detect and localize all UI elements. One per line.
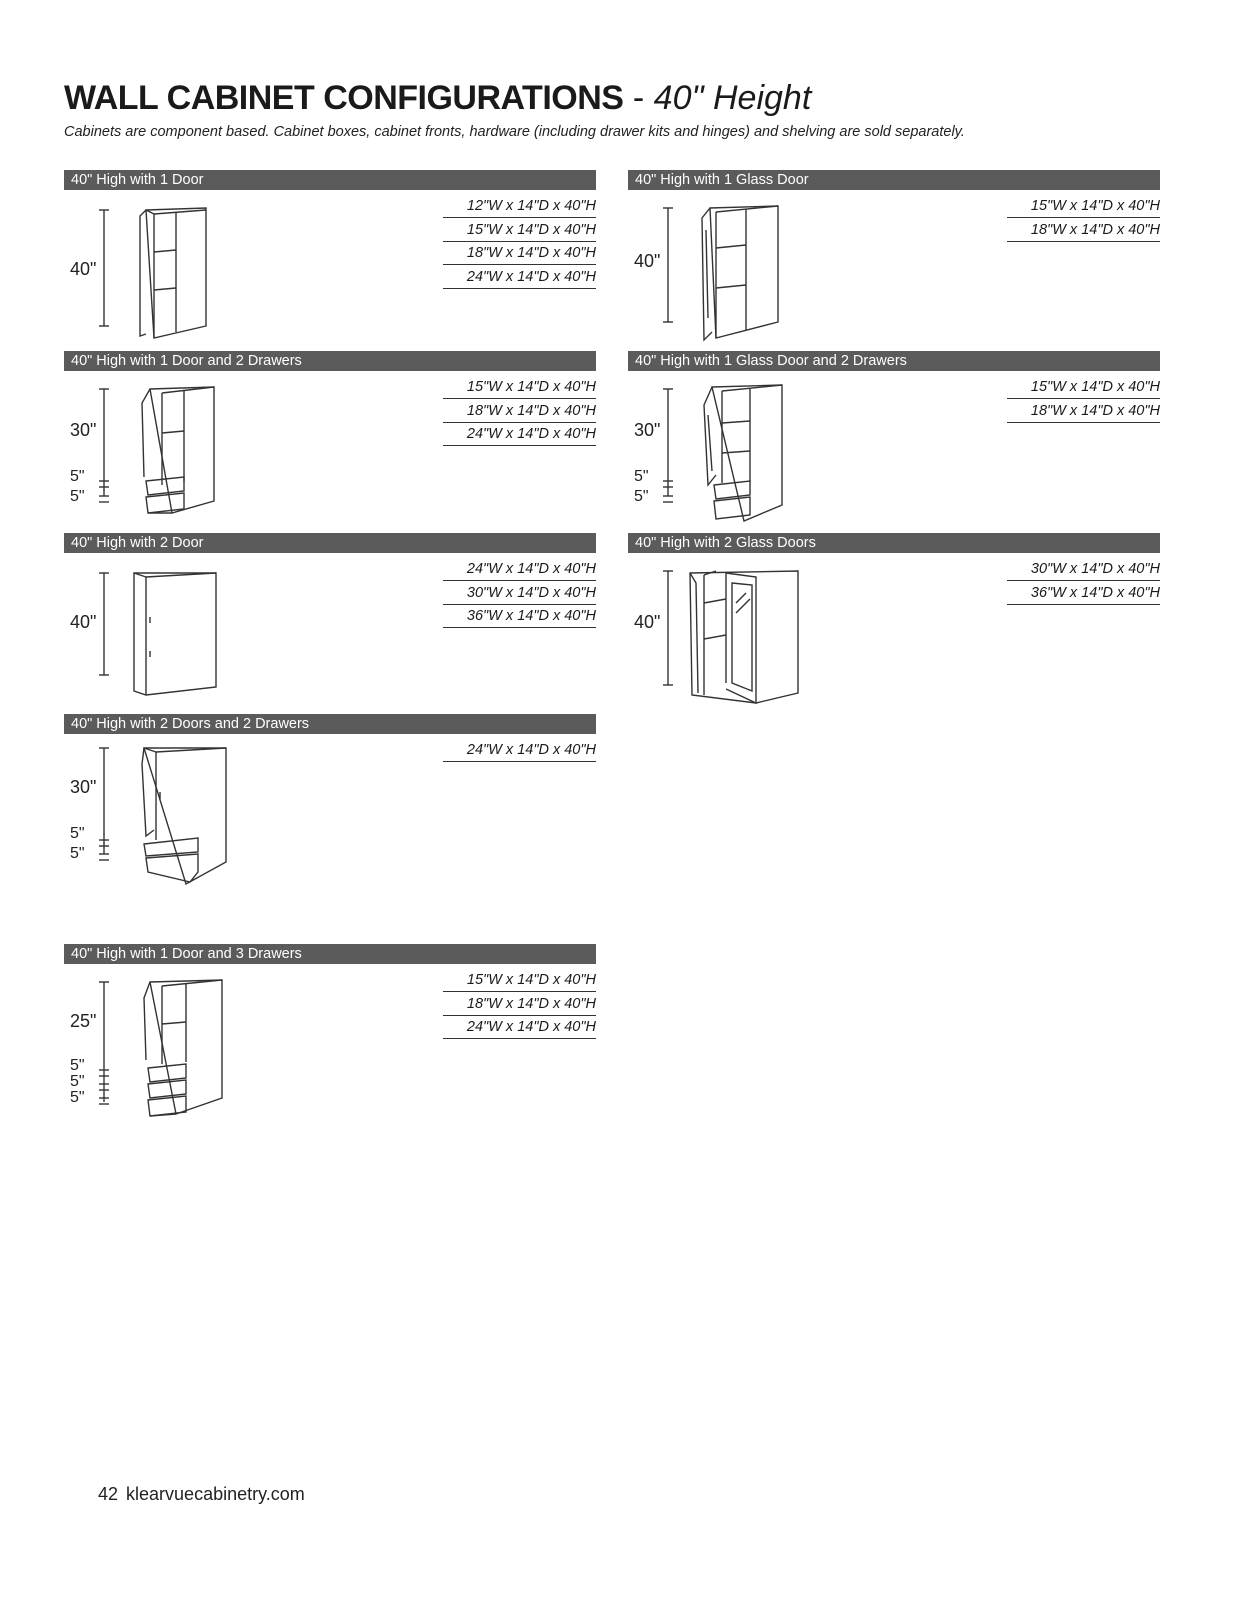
section-1-door-3-drawers: [64, 944, 596, 1144]
section-2-glass-doors: [628, 533, 1160, 703]
cabinet-drawing: [94, 974, 264, 1144]
dimension-label: 5": [70, 1057, 85, 1074]
size-item: 15"W x 14"D x 40"H: [1007, 196, 1160, 218]
size-item: 24"W x 14"D x 40"H: [443, 424, 596, 446]
website-link[interactable]: klearvuecabinetry.com: [126, 1484, 305, 1504]
dimension-label: 5": [70, 468, 85, 485]
dimension-label: 40": [70, 612, 97, 632]
dimension-label: 5": [70, 1073, 85, 1090]
dimension-label: 40": [70, 259, 97, 279]
cabinet-drawing: [94, 200, 234, 350]
size-list: [443, 559, 596, 630]
dimension-label: 5": [70, 845, 85, 862]
dimension-label: 5": [70, 488, 85, 505]
section-2-doors-2-drawers: [64, 714, 596, 914]
section-title: 40" High with 1 Glass Door: [628, 170, 1160, 190]
section-1-door: [64, 170, 596, 340]
size-list: [1007, 196, 1160, 243]
size-list: [1007, 559, 1160, 606]
section-title: 40" High with 2 Door: [64, 533, 596, 553]
section-title: 40" High with 1 Door and 3 Drawers: [64, 944, 596, 964]
dimension-label: 30": [634, 420, 661, 440]
section-1-glass-door: [628, 170, 1160, 340]
cabinet-drawing: [658, 200, 798, 350]
dimension-label: 5": [634, 488, 649, 505]
size-item: 15"W x 14"D x 40"H: [443, 377, 596, 399]
size-item: 24"W x 14"D x 40"H: [443, 740, 596, 762]
section-title: 40" High with 1 Glass Door and 2 Drawers: [628, 351, 1160, 371]
size-item: 36"W x 14"D x 40"H: [443, 606, 596, 628]
size-item: 18"W x 14"D x 40"H: [443, 243, 596, 265]
section-1-glass-door-2-drawers: [628, 351, 1160, 521]
size-list: [443, 970, 596, 1041]
section-title: 40" High with 2 Glass Doors: [628, 533, 1160, 553]
title-height: 40" Height: [653, 79, 812, 117]
section-title: 40" High with 1 Door: [64, 170, 596, 190]
cabinet-drawing: [658, 381, 818, 541]
size-item: 18"W x 14"D x 40"H: [443, 401, 596, 423]
cabinet-drawing: [94, 744, 274, 904]
size-item: 15"W x 14"D x 40"H: [1007, 377, 1160, 399]
size-item: 18"W x 14"D x 40"H: [1007, 401, 1160, 423]
dimension-label: 5": [634, 468, 649, 485]
section-title: 40" High with 2 Doors and 2 Drawers: [64, 714, 596, 734]
page-title: [64, 78, 811, 118]
size-item: 30"W x 14"D x 40"H: [1007, 559, 1160, 581]
section-1-door-2-drawers: [64, 351, 596, 521]
size-item: 36"W x 14"D x 40"H: [1007, 583, 1160, 605]
dimension-label: 5": [70, 1089, 85, 1106]
page-number: 42: [98, 1484, 119, 1504]
size-item: 15"W x 14"D x 40"H: [443, 970, 596, 992]
section-title: 40" High with 1 Door and 2 Drawers: [64, 351, 596, 371]
page-subtitle: Cabinets are component based. Cabinet boxes, cabinet fronts, hardware (including drawer kits and hinges) and shelving are sold separately.: [64, 124, 965, 140]
dimension-label: 25": [70, 1011, 97, 1031]
size-list: [1007, 377, 1160, 424]
size-item: 15"W x 14"D x 40"H: [443, 220, 596, 242]
footer: [98, 1484, 305, 1505]
size-list: [443, 196, 596, 291]
dimension-label: 40": [634, 612, 661, 632]
section-2-door: [64, 533, 596, 703]
title-separator: -: [623, 79, 654, 117]
dimension-label: 30": [70, 777, 97, 797]
size-item: 12"W x 14"D x 40"H: [443, 196, 596, 218]
dimension-label: 30": [70, 420, 97, 440]
title-main: WALL CABINET CONFIGURATIONS: [64, 79, 624, 117]
dimension-label: 40": [634, 251, 661, 271]
size-item: 30"W x 14"D x 40"H: [443, 583, 596, 605]
size-item: 18"W x 14"D x 40"H: [443, 994, 596, 1016]
size-list: [443, 740, 596, 764]
size-item: 24"W x 14"D x 40"H: [443, 559, 596, 581]
cabinet-drawing: [658, 563, 848, 713]
dimension-label: 5": [70, 825, 85, 842]
size-item: 24"W x 14"D x 40"H: [443, 267, 596, 289]
size-list: [443, 377, 596, 448]
cabinet-drawing: [94, 563, 254, 713]
size-item: 24"W x 14"D x 40"H: [443, 1017, 596, 1039]
size-item: 18"W x 14"D x 40"H: [1007, 220, 1160, 242]
cabinet-drawing: [94, 381, 254, 531]
